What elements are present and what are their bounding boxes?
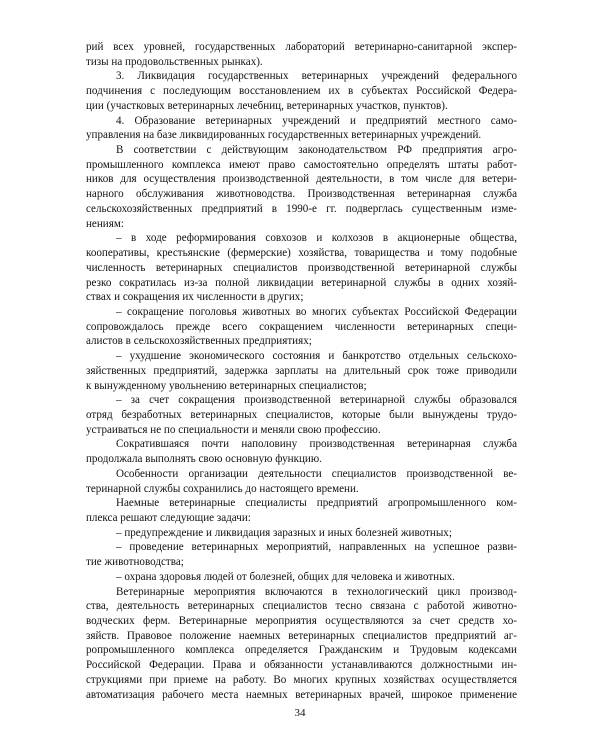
text-line: подчинения с последующим восстановлением их в субъектах Российской Федера- — [86, 85, 517, 98]
text-line: 3. Ликвидация государственных ветеринарных учреждений федерального — [116, 70, 517, 83]
text-line: Особенности организации деятельности специалистов производственной ве- — [116, 467, 517, 480]
text-line: теринарной службы сохранились до настоящего времени. — [86, 482, 359, 495]
text-line: ропромышленного комплекса определяется Гражданским и Трудовым кодексами — [86, 644, 517, 657]
text-line: – проведение ветеринарных мероприятий, направленных на успешное разви- — [116, 541, 517, 554]
text-line: сельскохозяйственных предприятий в 1990-е гг. подверглась существенным изме- — [86, 202, 517, 215]
text-line: численность ветеринарных специалистов производственной ветеринарной службы — [86, 261, 517, 274]
text-line: кооперативы, крестьянские (фермерские) хозяйства, товарищества и тому подобные — [86, 247, 517, 260]
text-line: Сократившаяся почти наполовину производственная ветеринарная служба — [116, 438, 517, 451]
text-line: Ветеринарные мероприятия включаются в технологический цикл производ- — [116, 585, 517, 598]
text-line: водческих ферм. Ветеринарные мероприятия осуществляются за счет средств хо- — [86, 615, 517, 628]
text-line: Российской Федерации. Права и обязанности устанавливаются должностными ин- — [86, 659, 517, 672]
text-line: резко сократилась из-за полной ликвидации ветеринарной службы в одних хозяй- — [86, 276, 517, 289]
text-line: В соответствии с действующим законодательством РФ предприятия агро- — [116, 144, 517, 157]
text-line: автоматизация рабочего места наемных ветеринарных врачей, широкое применение — [86, 688, 517, 701]
text-line: ников для осуществления производственной деятельности, в том числе для ветери- — [86, 173, 517, 186]
text-line: – в ходе реформирования совхозов и колхозов в акционерные общества, — [116, 232, 517, 245]
text-line: 4. Образование ветеринарных учреждений и предприятий местного само- — [116, 114, 517, 127]
text-line: – ухудшение экономического состояния и банкротство отдельных сельскохо- — [116, 350, 517, 363]
text-line: зяйств. Правовое положение наемных ветеринарных специалистов предприятий аг- — [86, 629, 517, 642]
text-line: Наемные ветеринарные специалисты предприятий агропромышленного ком- — [116, 497, 517, 510]
text-line: струкциями при приеме на работу. Во многих крупных хозяйствах осуществляется — [86, 673, 517, 686]
text-line: нарного обслуживания животноводства. Производственная ветеринарная служба — [86, 188, 517, 201]
text-line: ствах и сокращения их численности в других; — [86, 291, 304, 304]
text-line: рий всех уровней, государственных лабораторий ветеринарно-санитарной экспер- — [86, 41, 517, 53]
text-line: ства, деятельность ветеринарных специалистов тесно связана с работой животно- — [86, 600, 517, 613]
text-line: отряд безработных ветеринарных специалистов, которые были вынуждены трудо- — [86, 408, 517, 421]
text-line: тизы на продовольственных рынках). — [86, 55, 263, 68]
text-line: промышленного комплекса имеют право самостоятельно определять штаты работ- — [86, 158, 517, 171]
text-line: – сокращение поголовья животных во многих субъектах Российской Федерации — [116, 305, 517, 318]
text-line: сопровождалось прежде всего сокращением численности ветеринарных специ- — [86, 320, 517, 333]
text-line: устраиваться не по специальности и меняли свою профессию. — [86, 423, 381, 436]
text-line: ции (участковых ветеринарных лечебниц, ветеринарных участков, пунктов). — [86, 99, 448, 112]
text-line: – за счет сокращения производственной ветеринарной службы образовался — [116, 394, 517, 407]
text-line: продолжала выполнять свою основную функцию. — [86, 453, 322, 466]
text-line: плекса решают следующие задачи: — [86, 512, 251, 524]
text-line: зяйственных предприятий, задержка зарплаты на длительный срок тоже приводили — [86, 364, 517, 377]
page-number: 34 — [294, 707, 306, 719]
page-body — [86, 40, 517, 702]
text-line: – предупреждение и ликвидация заразных и иных болезней животных; — [116, 526, 452, 539]
text-line: тие животноводства; — [86, 556, 184, 569]
text-line: – охрана здоровья людей от болезней, общих для человека и животных. — [116, 570, 455, 583]
text-line: к вынужденному увольнению ветеринарных специалистов; — [86, 379, 367, 392]
text-line: нениям: — [86, 217, 124, 230]
text-line: управления на базе ликвидированных государственных ветеринарных учреждений. — [86, 129, 482, 142]
text-line: алистов в сельскохозяйственных предприятиях; — [86, 335, 312, 348]
